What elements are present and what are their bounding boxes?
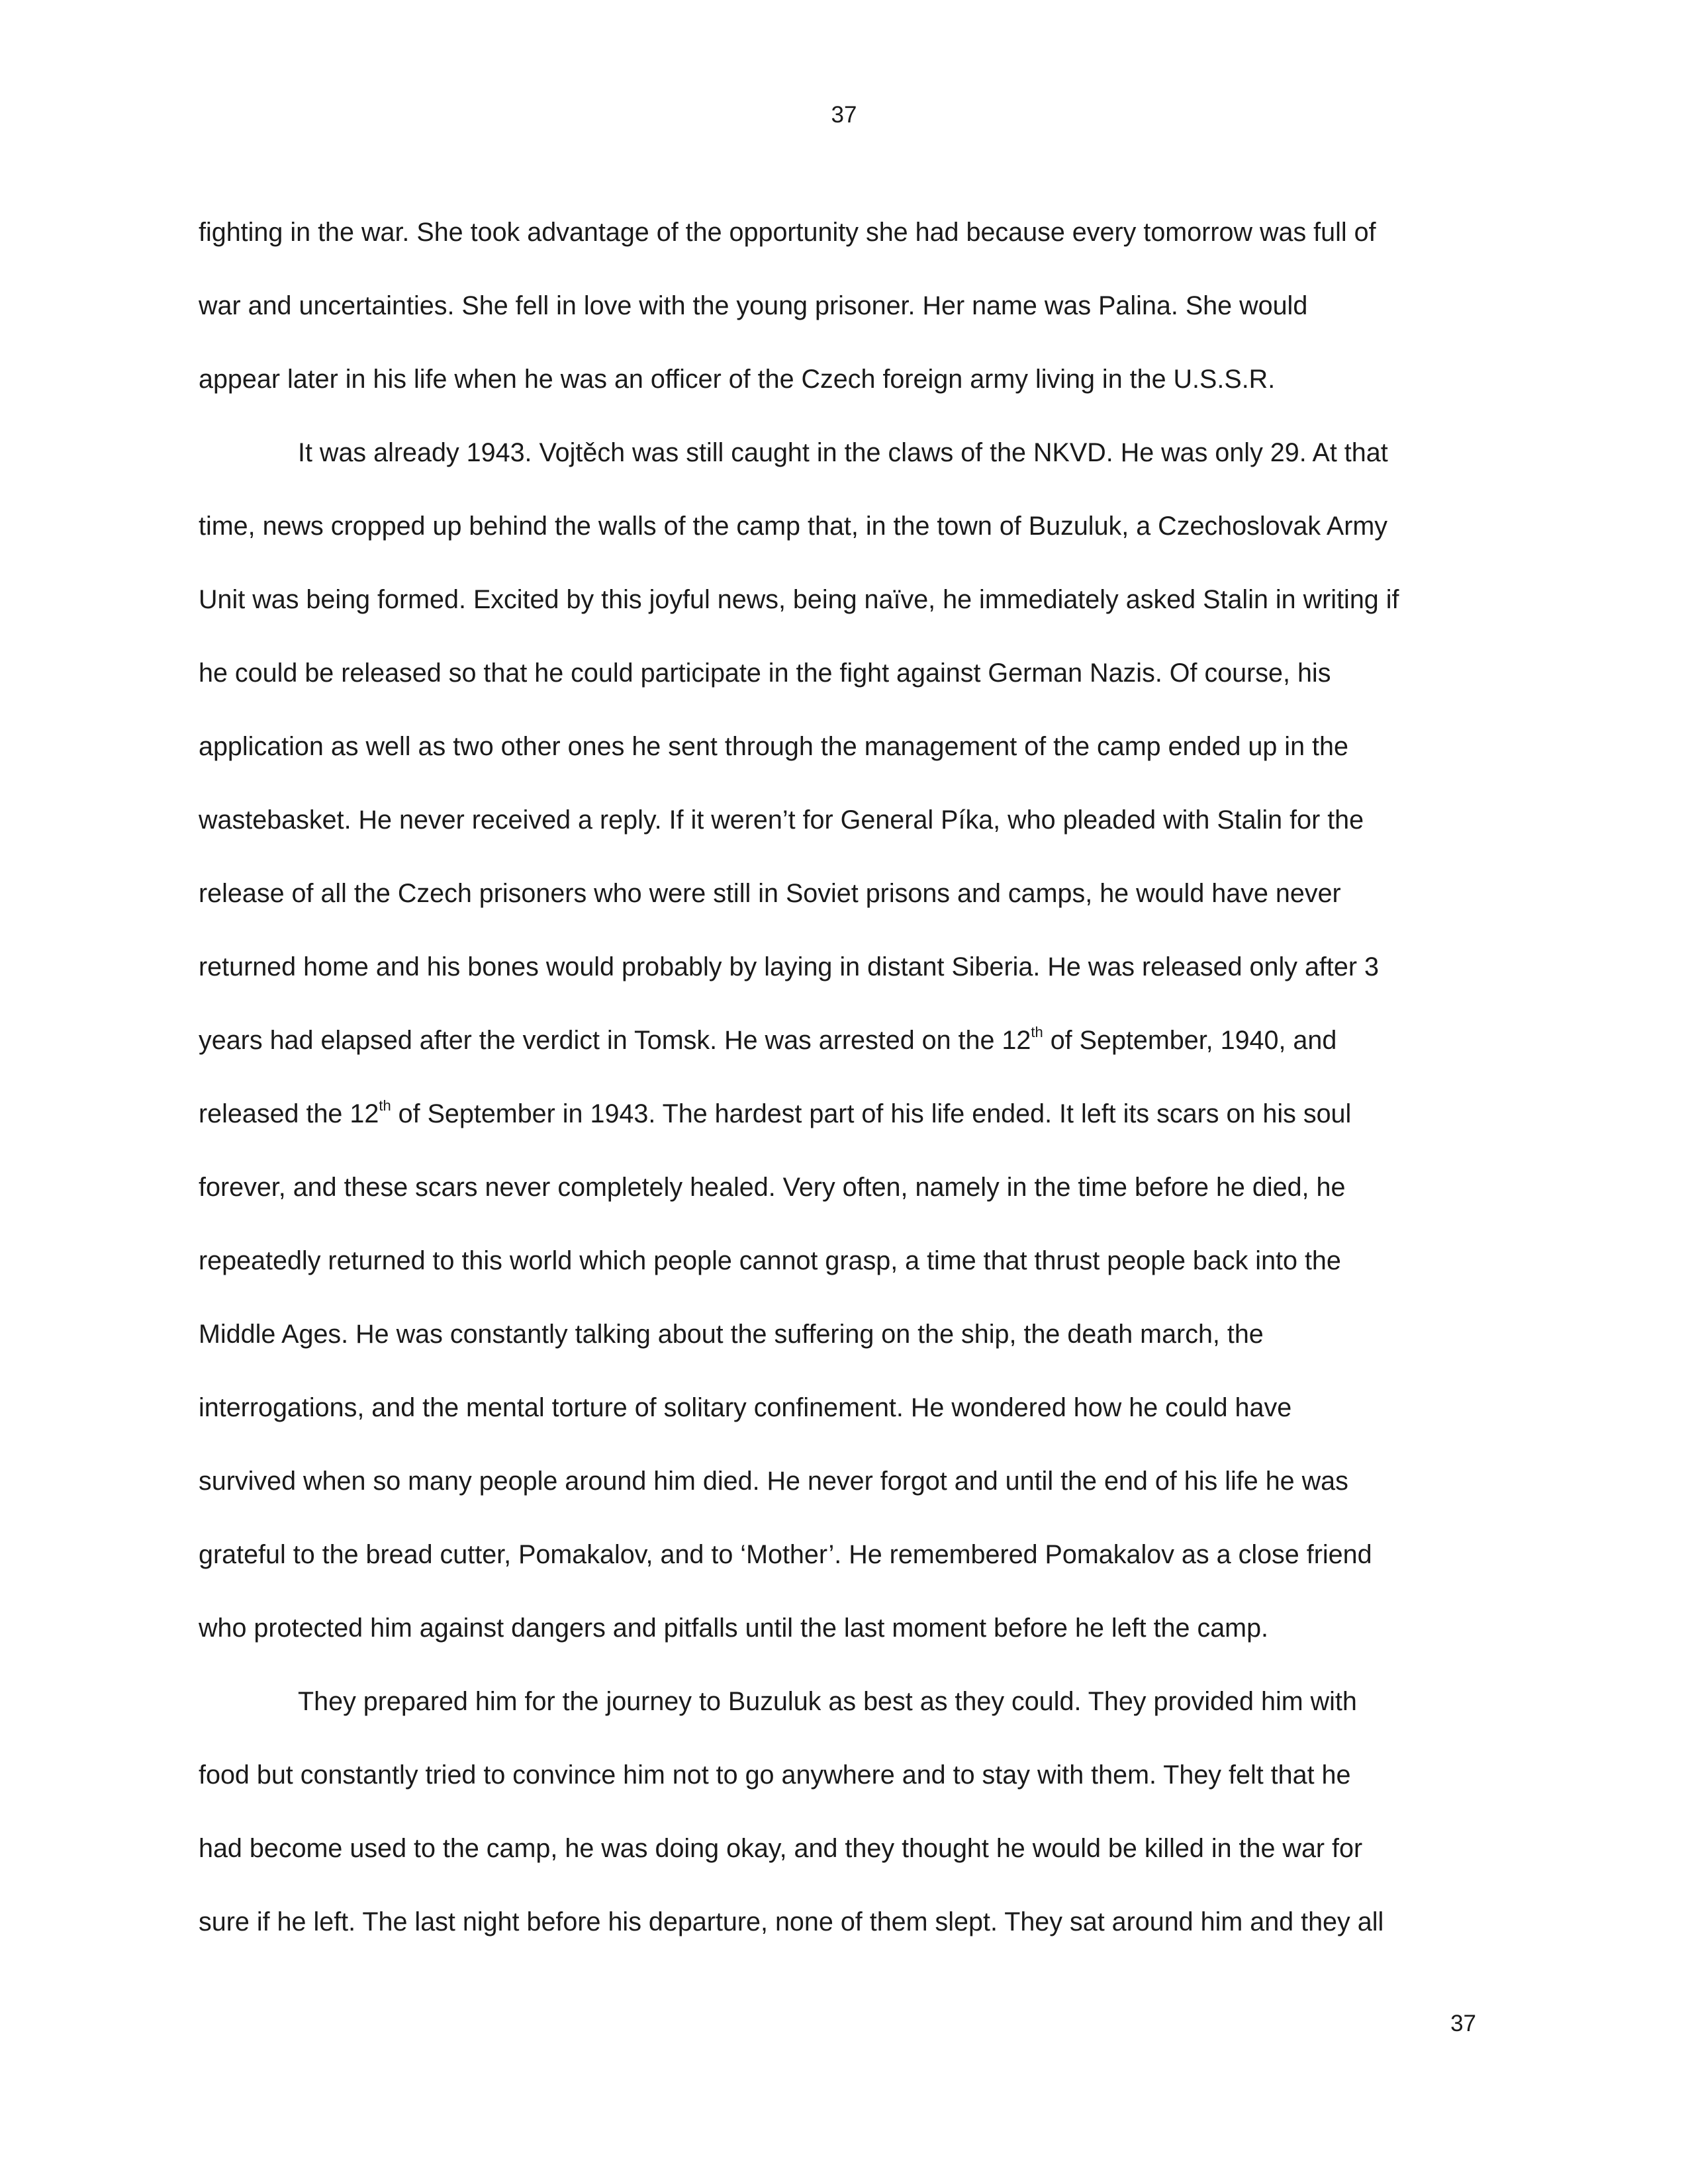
text-line: time, news cropped up behind the walls of the camp that, in the town of Buzuluk, a Czechoslovak Army bbox=[199, 512, 1388, 541]
text-line: he could be released so that he could participate in the fight against German Nazis. Of course, his bbox=[199, 659, 1331, 688]
text-line: interrogations, and the mental torture of solitary confinement. He wondered how he could have bbox=[199, 1393, 1292, 1422]
ordinal-superscript: th bbox=[379, 1097, 391, 1114]
text-line: had become used to the camp, he was doing okay, and they thought he would be killed in the war for bbox=[199, 1834, 1363, 1863]
footer-page-number: 37 bbox=[1450, 2011, 1476, 2036]
text-line: repeatedly returned to this world which people cannot grasp, a time that thrust people back into the bbox=[199, 1246, 1341, 1275]
text-line: food but constantly tried to convince him not to go anywhere and to stay with them. They felt that he bbox=[199, 1760, 1351, 1790]
text-line: Unit was being formed. Excited by this joyful news, being naïve, he immediately asked Stalin in writing if bbox=[199, 585, 1399, 614]
text-line: grateful to the bread cutter, Pomakalov, and to ‘Mother’. He remembered Pomakalov as a close friend bbox=[199, 1540, 1372, 1569]
text-line: fighting in the war. She took advantage of the opportunity she had because every tomorrow was full of bbox=[199, 218, 1376, 247]
text-line: forever, and these scars never completely healed. Very often, namely in the time before he died, he bbox=[199, 1173, 1346, 1202]
text-line: returned home and his bones would probably by laying in distant Siberia. He was released only after 3 bbox=[199, 952, 1379, 981]
header-page-number: 37 bbox=[831, 102, 857, 128]
text-line bbox=[199, 1004, 1489, 1077]
text-line: appear later in his life when he was an officer of the Czech foreign army living in the U.S.S.R. bbox=[199, 365, 1276, 394]
text-segment: released the 12 bbox=[199, 1099, 379, 1128]
paragraph-start-line: They prepared him for the journey to Buzuluk as best as they could. They provided him with bbox=[298, 1687, 1357, 1716]
text-line: application as well as two other ones he sent through the management of the camp ended up in the bbox=[199, 732, 1348, 761]
text-line: war and uncertainties. She fell in love with the young prisoner. Her name was Palina. She would bbox=[199, 291, 1308, 320]
text-line: wastebasket. He never received a reply. If it weren’t for General Píka, who pleaded with Stalin for the bbox=[199, 805, 1364, 835]
paragraph-start-line: It was already 1943. Vojtěch was still caught in the claws of the NKVD. He was only 29. At that bbox=[298, 438, 1388, 467]
text-segment: of September, 1940, and bbox=[1043, 1026, 1337, 1055]
text-line: survived when so many people around him died. He never forgot and until the end of his life he was bbox=[199, 1467, 1348, 1496]
text-segment: years had elapsed after the verdict in Tomsk. He was arrested on the 12 bbox=[199, 1026, 1031, 1055]
text-segment: of September in 1943. The hardest part of his life ended. It left its scars on his soul bbox=[391, 1099, 1352, 1128]
body-text bbox=[199, 196, 1489, 1959]
text-line: Middle Ages. He was constantly talking about the suffering on the ship, the death march, the bbox=[199, 1320, 1264, 1349]
text-line: sure if he left. The last night before his departure, none of them slept. They sat around him and they all bbox=[199, 1907, 1384, 1936]
text-line: who protected him against dangers and pitfalls until the last moment before he left the camp. bbox=[199, 1614, 1269, 1643]
text-line bbox=[199, 1077, 1489, 1151]
text-line: release of all the Czech prisoners who were still in Soviet prisons and camps, he would have never bbox=[199, 879, 1341, 908]
ordinal-superscript: th bbox=[1031, 1024, 1043, 1040]
